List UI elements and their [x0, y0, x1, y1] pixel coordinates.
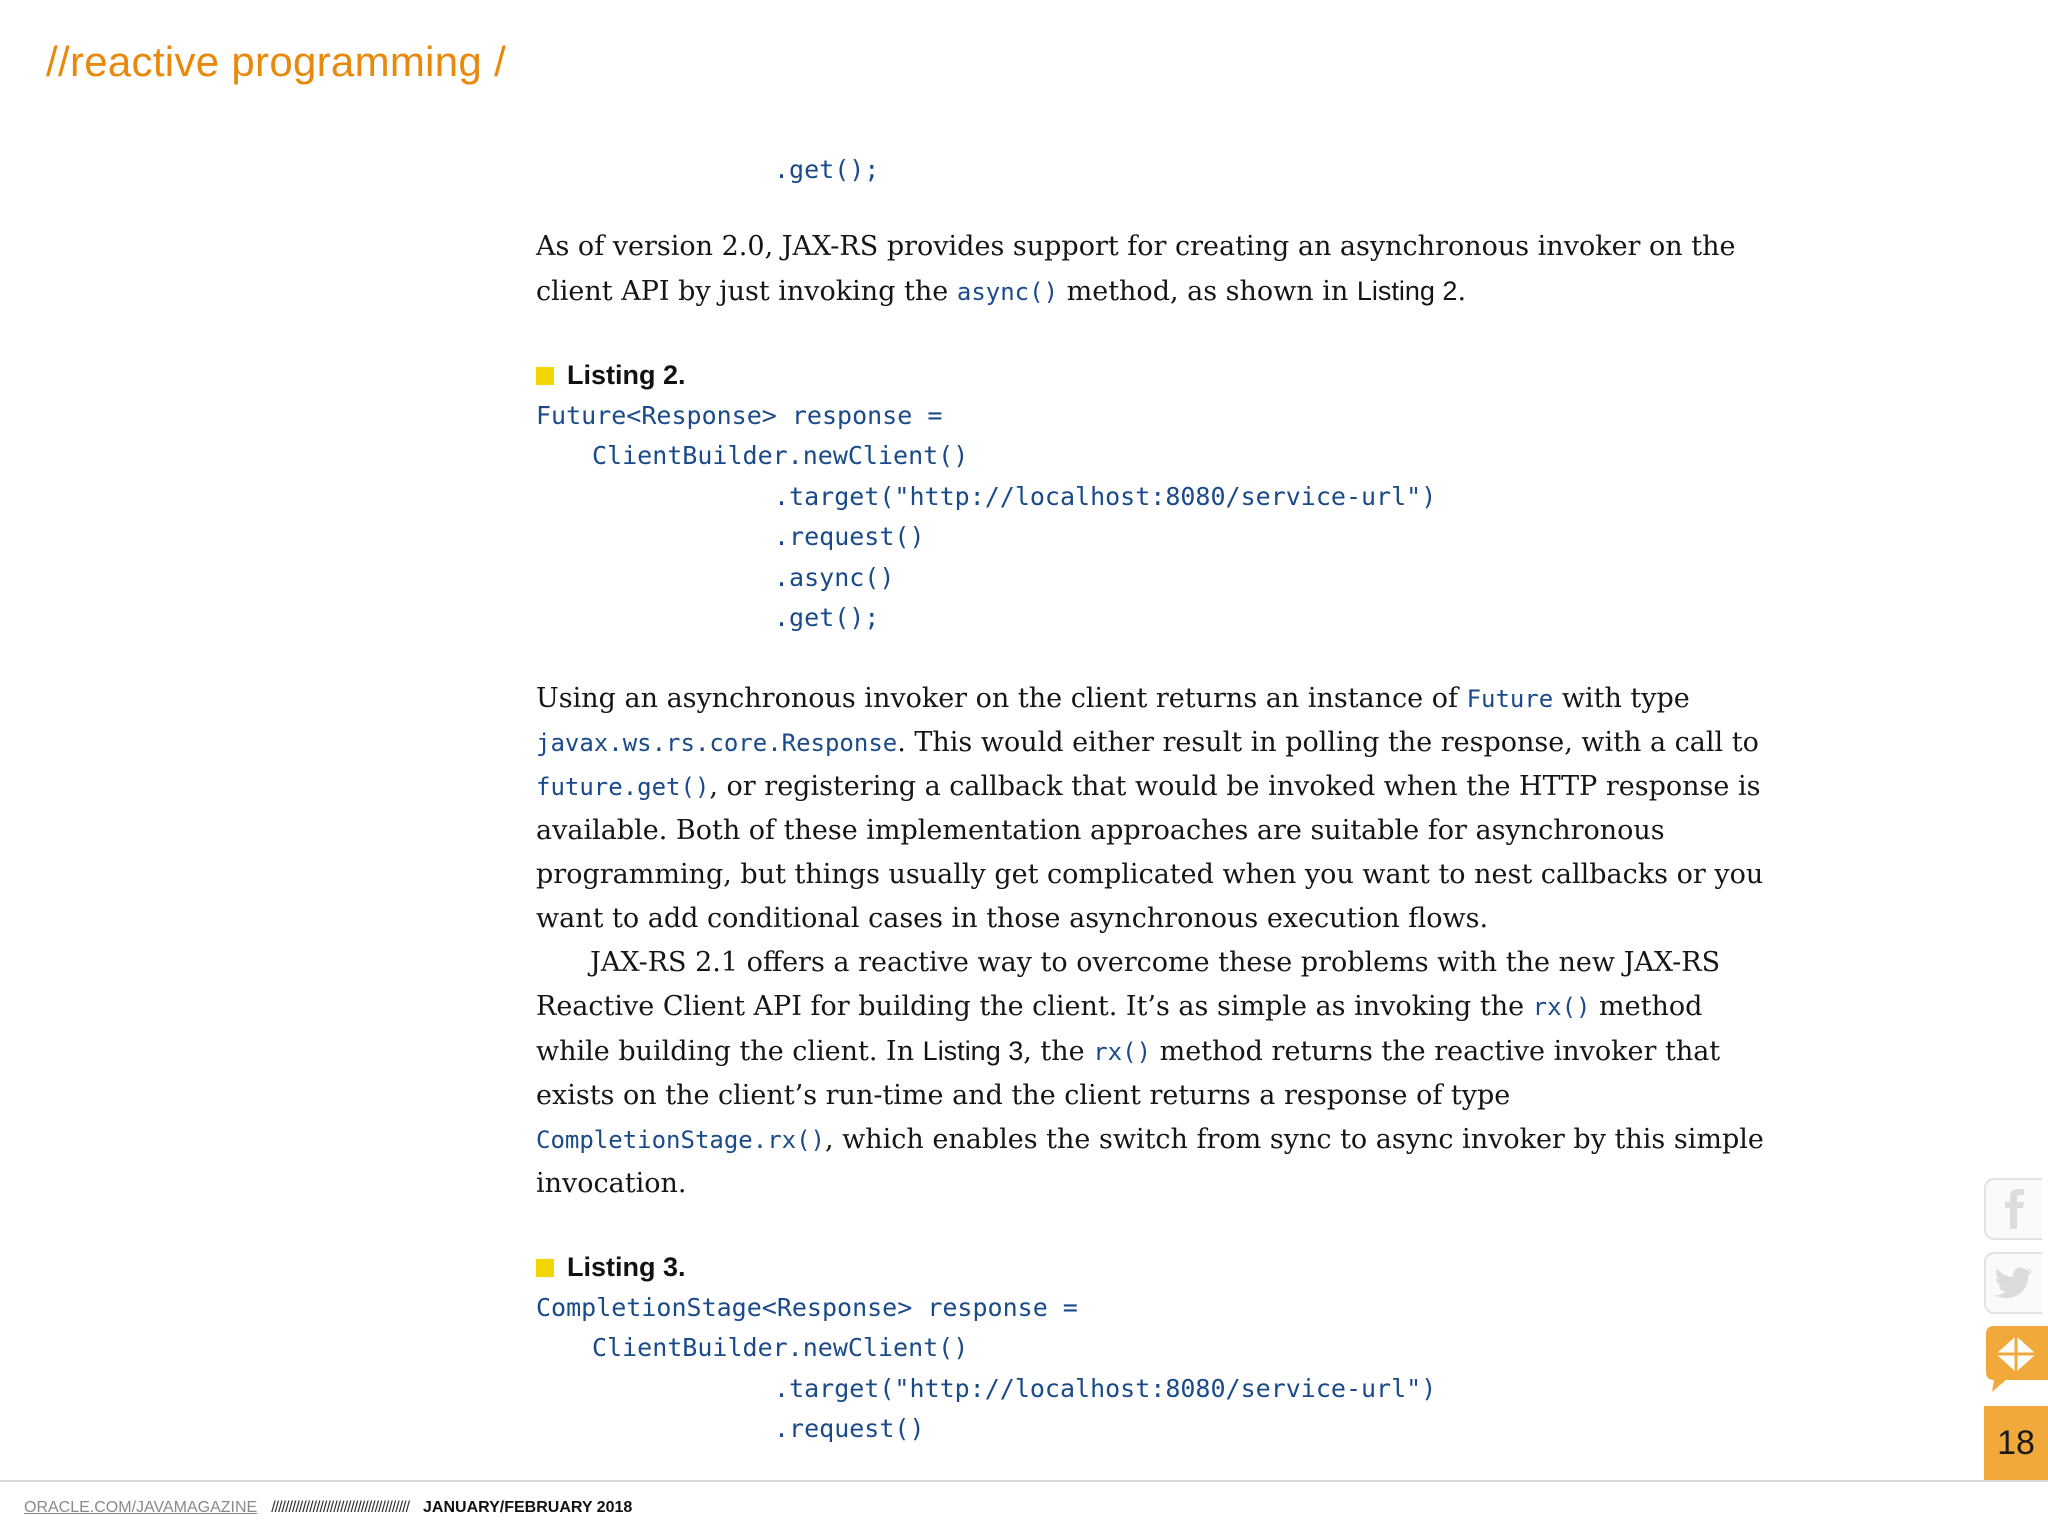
section-title: //reactive programming / — [46, 38, 507, 85]
code-line: .request() — [774, 522, 925, 551]
facebook-share-button[interactable] — [1984, 1178, 2042, 1240]
text-run: JAX-RS 2.1 offers a reactive way to overcome these problems with the new JAX-RS Reactive Client API for building the client. It’s as simple as invoking the — [536, 946, 1721, 1022]
inline-code: future.get() — [536, 772, 710, 801]
text-run: , which enables the switch from sync to async invoker by this simple invocation. — [536, 1123, 1764, 1199]
footer-separator: //////////////////////////////////////// — [271, 1499, 410, 1516]
code-line: ClientBuilder.newClient() — [592, 1333, 969, 1362]
code-line: .request() — [774, 1414, 925, 1443]
text-run: method while building the client. In — [536, 990, 1703, 1067]
twitter-icon — [1994, 1266, 2034, 1300]
listing-reference-link[interactable]: Listing 2 — [1356, 275, 1458, 306]
listing-title: Listing 2. — [567, 360, 686, 390]
text-run: with type — [1553, 682, 1690, 714]
footer-divider — [0, 1480, 2048, 1482]
code-line: .get(); — [774, 603, 880, 632]
email-icon — [1984, 1326, 2048, 1398]
text-run: , the — [1023, 1035, 1094, 1067]
text-run: method, as shown in — [1058, 275, 1357, 307]
code-line: .target("http://localhost:8080/service-url") — [774, 481, 1437, 511]
site-link[interactable]: ORACLE.COM/JAVAMAGAZINE — [24, 1499, 258, 1516]
text-run: . — [1457, 275, 1467, 307]
text-run: . This would either result in polling the response, with a call to — [897, 726, 1759, 758]
code-line: .target("http://localhost:8080/service-url") — [774, 1373, 1437, 1403]
footer — [24, 1496, 632, 1520]
listing-3-heading — [536, 1248, 1776, 1288]
listing-marker-icon — [536, 1259, 554, 1277]
email-share-button[interactable] — [1984, 1326, 2048, 1398]
text-run: method returns the reactive invoker that exists on the client’s run-time and the client returns a response of type — [536, 1035, 1721, 1111]
intro-paragraph — [536, 225, 1776, 314]
code-line: .get(); — [774, 155, 880, 184]
facebook-icon — [1999, 1189, 2029, 1229]
page-number: 18 — [1984, 1406, 2048, 1480]
issue-date: JANUARY/FEBRUARY 2018 — [423, 1499, 633, 1516]
body-paragraph-2 — [536, 941, 1776, 1206]
listing-title: Listing 3. — [567, 1252, 686, 1282]
body-paragraph-1 — [536, 677, 1776, 941]
listing-marker-icon — [536, 367, 554, 385]
code-line: ClientBuilder.newClient() — [592, 441, 969, 470]
inline-code: rx() — [1093, 1037, 1152, 1066]
article-body — [536, 150, 1776, 1450]
inline-code: javax.ws.rs.core.Response — [536, 728, 898, 757]
listing-2-code — [536, 396, 1776, 639]
code-line: Future<Response> response = — [536, 400, 943, 430]
text-run: Using an asynchronous invoker on the client returns an instance of — [536, 682, 1467, 714]
inline-code: rx() — [1532, 992, 1591, 1021]
text-run: , or registering a callback that would be invoked when the HTTP response is available. Both of these implementation approaches are suitable for asynchronous programming, but things usually get complicated when you want to nest callbacks or you want to add conditional cases in those asynchronous execution flows. — [536, 770, 1764, 934]
inline-code: Future — [1466, 684, 1554, 713]
text-run: As of version 2.0, JAX-RS provides support for creating an asynchronous invoker on the client API by just invoking the — [536, 230, 1736, 307]
inline-code: async() — [956, 277, 1059, 306]
listing-2-heading — [536, 356, 1776, 396]
listing-3-code — [536, 1288, 1776, 1450]
twitter-share-button[interactable] — [1984, 1252, 2042, 1314]
listing-reference-link[interactable]: Listing 3 — [922, 1035, 1024, 1066]
code-fragment-top — [536, 150, 1776, 191]
inline-code: CompletionStage.rx() — [536, 1125, 825, 1154]
code-line: CompletionStage<Response> response = — [536, 1292, 1078, 1322]
code-line: .async() — [774, 562, 895, 592]
